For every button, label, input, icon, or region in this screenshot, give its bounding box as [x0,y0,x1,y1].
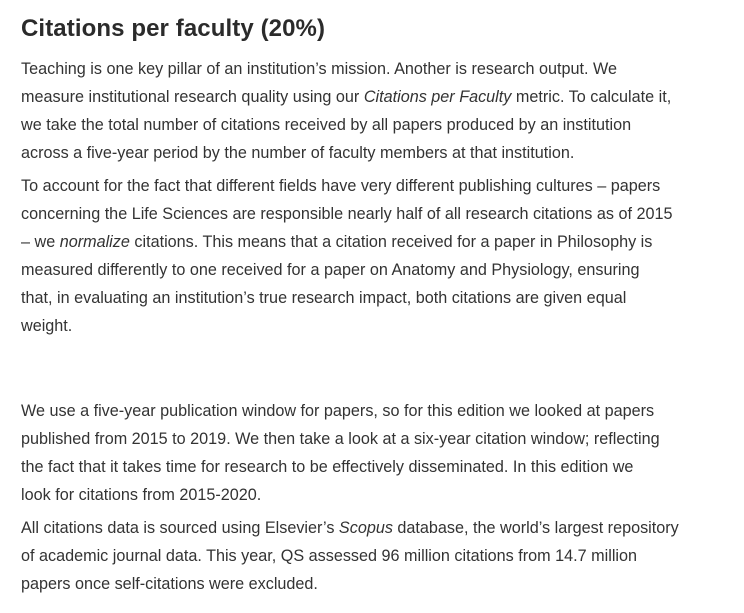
text-line [21,228,736,256]
text-run: We use a five-year publication window for papers, so for this edition we looked at papers [21,402,655,420]
text-run: metric. To calculate it, [511,88,672,106]
text-line [21,284,736,312]
paragraph-data-source [21,514,736,598]
text-run: look for citations from 2015-2020. [21,486,262,504]
text-run: published from 2015 to 2019. We then take a look at a six-year citation window; reflecting [21,430,660,448]
text-run: concerning the Life Sciences are responsible nearly half of all research citations as of 2015 [21,205,673,223]
text-line [21,83,736,111]
text-line [21,55,736,83]
text-line [21,453,736,481]
paragraph-publication-window [21,397,736,509]
text-run: weight. [21,317,73,335]
text-line [21,397,736,425]
paragraph-normalization [21,172,736,340]
text-run: we take the total number of citations received by all papers produced by an institution [21,116,632,134]
text-run: All citations data is sourced using Elsevier’s [21,519,339,537]
text-run: the fact that it takes time for research to be effectively disseminated. In this edition we [21,458,634,476]
text-line [21,256,736,284]
text-line [21,312,736,340]
text-run: – we [21,233,60,251]
text-line [21,139,736,167]
text-line [21,514,736,542]
text-run: To account for the fact that different fields have very different publishing cultures – papers [21,177,661,195]
emphasized-term: Scopus [338,519,393,537]
text-line [21,425,736,453]
text-line [21,111,736,139]
text-run: citations. This means that a citation received for a paper in Philosophy is [129,233,653,251]
emphasized-term: Citations per Faculty [363,88,512,106]
text-run: of academic journal data. This year, QS assessed 96 million citations from 14.7 million [21,547,638,565]
text-line [21,200,736,228]
text-line [21,481,736,509]
text-line [21,542,736,570]
text-run: measured differently to one received for a paper on Anatomy and Physiology, ensuring [21,261,640,279]
paragraph-gap [21,345,736,397]
section-heading: Citations per faculty (20%) [21,15,326,42]
text-run: Teaching is one key pillar of an institution’s mission. Another is research output. We [21,60,617,78]
emphasized-term: normalize [59,233,130,251]
article [21,12,736,603]
text-run: measure institutional research quality using our [21,88,364,106]
text-line [21,172,736,200]
text-run: papers once self-citations were excluded. [21,575,318,593]
text-run: database, the world’s largest repository [392,519,679,537]
paragraph-teaching-and-research [21,55,736,167]
text-run: across a five-year period by the number of faculty members at that institution. [21,144,575,162]
text-line [21,570,736,598]
text-run: that, in evaluating an institution’s true research impact, both citations are given equal [21,289,627,307]
